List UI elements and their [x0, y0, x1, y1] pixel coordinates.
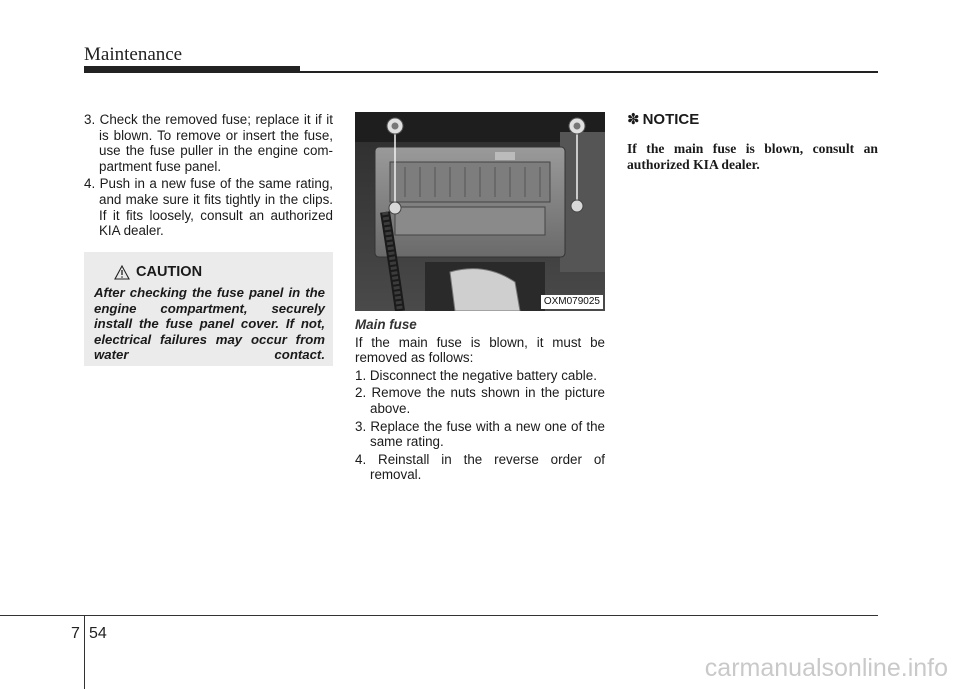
instruction-step: 1. Disconnect the negative battery cable.	[355, 367, 597, 383]
figure-code: OXM079025	[541, 295, 603, 309]
middle-column	[355, 317, 605, 501]
caution-title: CAUTION	[136, 264, 203, 280]
fuse-panel-image	[355, 112, 605, 311]
notice-star-icon: ✽	[627, 111, 640, 128]
right-column	[627, 112, 878, 186]
left-column	[84, 112, 333, 241]
subheading-main-fuse: Main fuse	[355, 317, 417, 332]
instruction-step: 2. Remove the nuts shown in the picture above.	[355, 385, 605, 416]
footer-rule-vertical	[84, 615, 85, 689]
fuse-panel-photo	[355, 112, 605, 311]
chapter-number: 7	[71, 625, 80, 642]
watermark-text: carmanualsonline.info	[704, 654, 948, 682]
instruction-step: 4. Push in a new fuse of the same rating, and make sure it fits tightly in the clips. If it fits loosely, consult an authorized KIA dealer.	[84, 176, 333, 239]
notice-header	[627, 112, 878, 128]
section-title: Maintenance	[84, 44, 183, 65]
notice-title: NOTICE	[642, 111, 700, 128]
instruction-step: 3. Check the removed fuse; replace it if it is blown. To remove or insert the fuse, use the fuse puller in the engine com-partment fuse panel.	[84, 112, 333, 174]
intro-text: If the main fuse is blown, it must be removed as follows:	[355, 334, 605, 366]
caution-header	[94, 262, 325, 282]
header-rule-thick	[84, 66, 300, 73]
caution-box	[84, 252, 333, 366]
header-rule-thin	[300, 71, 878, 73]
page-number: 54	[89, 625, 107, 642]
instruction-step: 4. Reinstall in the reverse order of removal.	[355, 451, 605, 483]
caution-text: After checking the fuse panel in the engine compartment, securely install the fuse panel cover. If not, electrical failures may occur from water contact.	[94, 285, 325, 363]
instruction-step: 3. Replace the fuse with a new one of the same rating.	[355, 418, 605, 450]
footer-rule-horizontal	[0, 615, 878, 616]
warning-triangle-icon	[114, 265, 130, 280]
notice-text: If the main fuse is blown, consult an authorized KIA dealer.	[627, 141, 878, 172]
